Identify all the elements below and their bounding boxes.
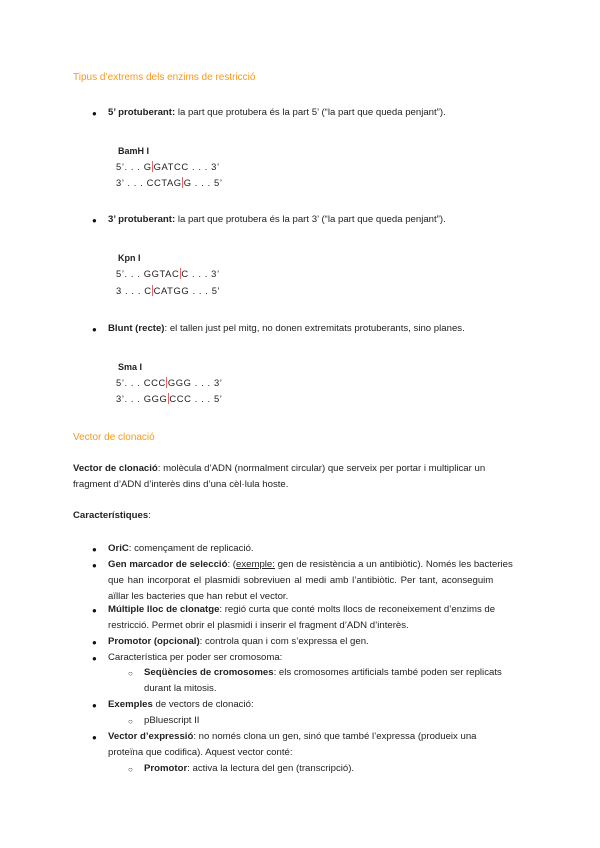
bullet: ●: [92, 561, 97, 570]
bullet: ●: [92, 654, 97, 663]
enzyme-name-kpni: Kpn I: [118, 253, 141, 263]
feature-examples: Exemples de vectors de clonació:: [108, 699, 254, 710]
sequence-bottom-kpni: 3 . . . C CATGG . . . 5’: [116, 285, 221, 296]
sequence-bottom-bamhi: 3’ . . . CCTAG G . . . 5’: [116, 177, 223, 188]
bullet: ●: [92, 325, 97, 334]
enzyme-name-bamhi: BamH I: [118, 146, 150, 156]
feature-marker-line-2: que han incorporat el plasmidi sobreviuen al medi amb l’antibiòtic. Per tant, aconseguim: [108, 575, 494, 586]
definition-line-2: fragment d’ADN d’interès dins d’una cèl·lula hoste.: [73, 479, 289, 490]
definition-line-1: Vector de clonació: molècula d’ADN (normalment circular) que serveix per portar i multiplicar un: [73, 463, 486, 474]
list-item-3prime: 3’ protuberant: la part que protubera és la part 3’ (“la part que queda penjant”).: [108, 214, 446, 225]
feature-oric: OriC: començament de replicació.: [108, 543, 254, 554]
sub-bullet: ○: [128, 717, 133, 726]
feature-centromere-line-2: durant la mitosis.: [144, 683, 217, 694]
enzyme-name-smai: Sma I: [118, 362, 143, 372]
bullet: ●: [92, 109, 97, 118]
bullet: ●: [92, 216, 97, 225]
section-title-vector: Vector de clonació: [73, 432, 155, 443]
sequence-bottom-smai: 3’. . . GGG CCC . . . 5’: [116, 393, 223, 404]
feature-marker-line-1: Gen marcador de selecció: (exemple: gen de resistència a un antibiòtic). Només les bacteries: [108, 559, 513, 570]
sub-bullet: ○: [128, 669, 133, 678]
bullet: ●: [92, 701, 97, 710]
feature-mcs-line-1: Múltiple lloc de clonatge: regió curta que conté molts llocs de reconeixement d’enzims de: [108, 604, 496, 615]
feature-expression-line-1: Vector d’expressió: no només clona un gen, sinó que també l’expressa (produeix una: [108, 731, 477, 742]
bullet: ●: [92, 606, 97, 615]
feature-mcs-line-2: restricció. Permet obrir el plasmidi i inserir el fragment d’ADN d’interès.: [108, 620, 409, 631]
section-title-restriction: Tipus d’extrems dels enzims de restricció: [73, 72, 256, 83]
feature-promoter: Promotor (opcional): controla quan i com s’expressa el gen.: [108, 636, 369, 647]
features-title: Característiques:: [73, 510, 151, 521]
bullet: ●: [92, 638, 97, 647]
sequence-top-bamhi: 5’. . . G GATCC . . . 3’: [116, 161, 220, 172]
feature-expression-line-2: proteïna que codifica). Aquest vector conté:: [108, 747, 293, 758]
feature-chromosome: Característica per poder ser cromosoma:: [108, 652, 283, 663]
sequence-top-kpni: 5’. . . GGTAC C . . . 3’: [116, 268, 220, 279]
feature-centromere-line-1: Seqüències de cromosomes: els cromosomes artificials també poden ser replicats: [144, 667, 502, 678]
sub-bullet: ○: [128, 765, 133, 774]
bullet: ●: [92, 733, 97, 742]
feature-marker-line-3: aïllar les bacteries que han rebut el vector.: [108, 591, 289, 602]
feature-expression-promoter: Promotor: activa la lectura del gen (transcripció).: [144, 763, 355, 774]
bullet: ●: [92, 545, 97, 554]
list-item-blunt: Blunt (recte): el tallen just pel mitg, no donen extremitats protuberants, sino planes.: [108, 323, 465, 334]
list-item-5prime: 5’ protuberant: la part que protubera és la part 5’ (“la part que queda penjant”).: [108, 107, 446, 118]
example-item: pBluescript II: [144, 715, 200, 726]
sequence-top-smai: 5’. . . CCC GGG . . . 3’: [116, 377, 223, 388]
